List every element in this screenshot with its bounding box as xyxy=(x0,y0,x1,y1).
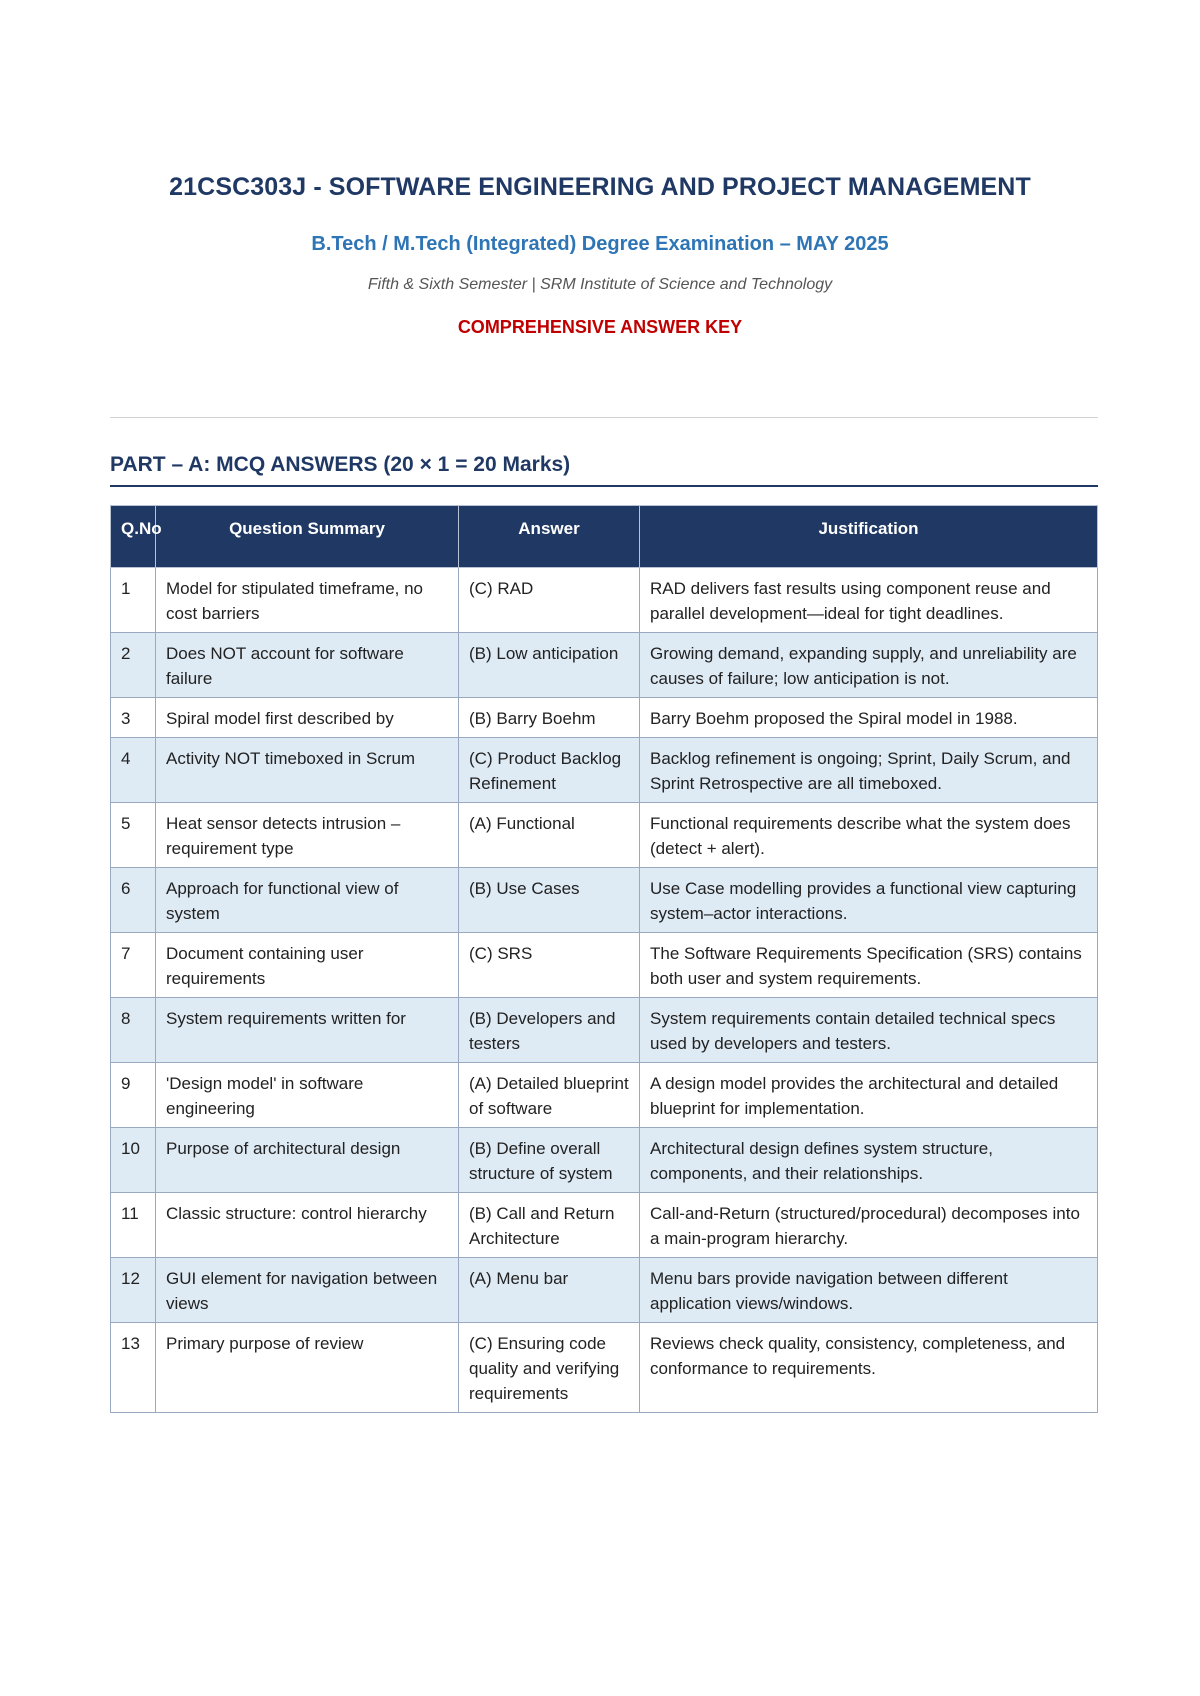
cell-qno: 5 xyxy=(111,803,156,868)
cell-answer: (B) Barry Boehm xyxy=(459,698,640,738)
table-row xyxy=(111,1258,1098,1323)
cell-justification: System requirements contain detailed technical specs used by developers and testers. xyxy=(640,998,1098,1063)
cell-justification: The Software Requirements Specification (SRS) contains both user and system requirements. xyxy=(640,933,1098,998)
cell-justification: RAD delivers fast results using component reuse and parallel development—ideal for tight deadlines. xyxy=(640,568,1098,633)
cell-qno: 13 xyxy=(111,1323,156,1413)
cell-justification: Reviews check quality, consistency, completeness, and conformance to requirements. xyxy=(640,1323,1098,1413)
column-header-question: Question Summary xyxy=(156,506,459,568)
cell-justification: Use Case modelling provides a functional view capturing system–actor interactions. xyxy=(640,868,1098,933)
exam-subtitle: B.Tech / M.Tech (Integrated) Degree Examination – MAY 2025 xyxy=(311,233,889,255)
cell-answer: (C) Product Backlog Refinement xyxy=(459,738,640,803)
cell-question: Purpose of architectural design xyxy=(156,1128,459,1193)
cell-qno: 9 xyxy=(111,1063,156,1128)
cell-qno: 12 xyxy=(111,1258,156,1323)
cell-justification: Architectural design defines system structure, components, and their relationships. xyxy=(640,1128,1098,1193)
table-row xyxy=(111,998,1098,1063)
cell-answer: (C) SRS xyxy=(459,933,640,998)
cell-question: Does NOT account for software failure xyxy=(156,633,459,698)
column-header-justification: Justification xyxy=(640,506,1098,568)
cell-answer: (B) Developers and testers xyxy=(459,998,640,1063)
table-row xyxy=(111,1063,1098,1128)
table-body xyxy=(111,568,1098,1413)
cell-question: System requirements written for xyxy=(156,998,459,1063)
cell-question: Approach for functional view of system xyxy=(156,868,459,933)
cell-answer: (C) RAD xyxy=(459,568,640,633)
cell-answer: (B) Use Cases xyxy=(459,868,640,933)
table-row xyxy=(111,633,1098,698)
column-header-qno: Q.No xyxy=(111,506,156,568)
cell-answer: (A) Menu bar xyxy=(459,1258,640,1323)
cell-qno: 4 xyxy=(111,738,156,803)
cell-qno: 1 xyxy=(111,568,156,633)
table-row xyxy=(111,933,1098,998)
table-row xyxy=(111,1323,1098,1413)
answer-key-title: COMPREHENSIVE ANSWER KEY xyxy=(457,317,743,337)
semester-institute-info: Fifth & Sixth Semester | SRM Institute of Science and Technology xyxy=(367,276,833,293)
table-row xyxy=(111,803,1098,868)
cell-justification: Backlog refinement is ongoing; Sprint, Daily Scrum, and Sprint Retrospective are all timeboxed. xyxy=(640,738,1098,803)
cell-justification: Call-and-Return (structured/procedural) decomposes into a main-program hierarchy. xyxy=(640,1193,1098,1258)
cell-answer: (A) Detailed blueprint of software xyxy=(459,1063,640,1128)
horizontal-divider xyxy=(110,417,1098,418)
cell-justification: Barry Boehm proposed the Spiral model in 1988. xyxy=(640,698,1098,738)
cell-qno: 11 xyxy=(111,1193,156,1258)
table-row xyxy=(111,1193,1098,1258)
cell-qno: 10 xyxy=(111,1128,156,1193)
cell-justification: Growing demand, expanding supply, and unreliability are causes of failure; low anticipation is not. xyxy=(640,633,1098,698)
cell-question: Classic structure: control hierarchy xyxy=(156,1193,459,1258)
cell-qno: 8 xyxy=(111,998,156,1063)
cell-question: Heat sensor detects intrusion – requirement type xyxy=(156,803,459,868)
cell-justification: Functional requirements describe what the system does (detect + alert). xyxy=(640,803,1098,868)
cell-question: Document containing user requirements xyxy=(156,933,459,998)
cell-qno: 7 xyxy=(111,933,156,998)
cell-answer: (B) Define overall structure of system xyxy=(459,1128,640,1193)
table-row xyxy=(111,568,1098,633)
cell-qno: 6 xyxy=(111,868,156,933)
cell-question: GUI element for navigation between views xyxy=(156,1258,459,1323)
mcq-answers-table xyxy=(110,505,1098,1413)
cell-question: 'Design model' in software engineering xyxy=(156,1063,459,1128)
cell-question: Primary purpose of review xyxy=(156,1323,459,1413)
cell-qno: 3 xyxy=(111,698,156,738)
cell-answer: (C) Ensuring code quality and verifying requirements xyxy=(459,1323,640,1413)
document-title: 21CSC303J - SOFTWARE ENGINEERING AND PROJECT MANAGEMENT xyxy=(169,173,1031,201)
cell-question: Spiral model first described by xyxy=(156,698,459,738)
cell-answer: (B) Low anticipation xyxy=(459,633,640,698)
table-row xyxy=(111,738,1098,803)
cell-question: Activity NOT timeboxed in Scrum xyxy=(156,738,459,803)
section-heading-part-a: PART – A: MCQ ANSWERS (20 × 1 = 20 Marks) xyxy=(110,453,1098,487)
table-header-row xyxy=(111,506,1098,568)
cell-qno: 2 xyxy=(111,633,156,698)
table-row xyxy=(111,1128,1098,1193)
table-row xyxy=(111,698,1098,738)
cell-answer: (A) Functional xyxy=(459,803,640,868)
cell-answer: (B) Call and Return Architecture xyxy=(459,1193,640,1258)
cell-justification: A design model provides the architectural and detailed blueprint for implementation. xyxy=(640,1063,1098,1128)
column-header-answer: Answer xyxy=(459,506,640,568)
cell-justification: Menu bars provide navigation between different application views/windows. xyxy=(640,1258,1098,1323)
table-row xyxy=(111,868,1098,933)
cell-question: Model for stipulated timeframe, no cost barriers xyxy=(156,568,459,633)
